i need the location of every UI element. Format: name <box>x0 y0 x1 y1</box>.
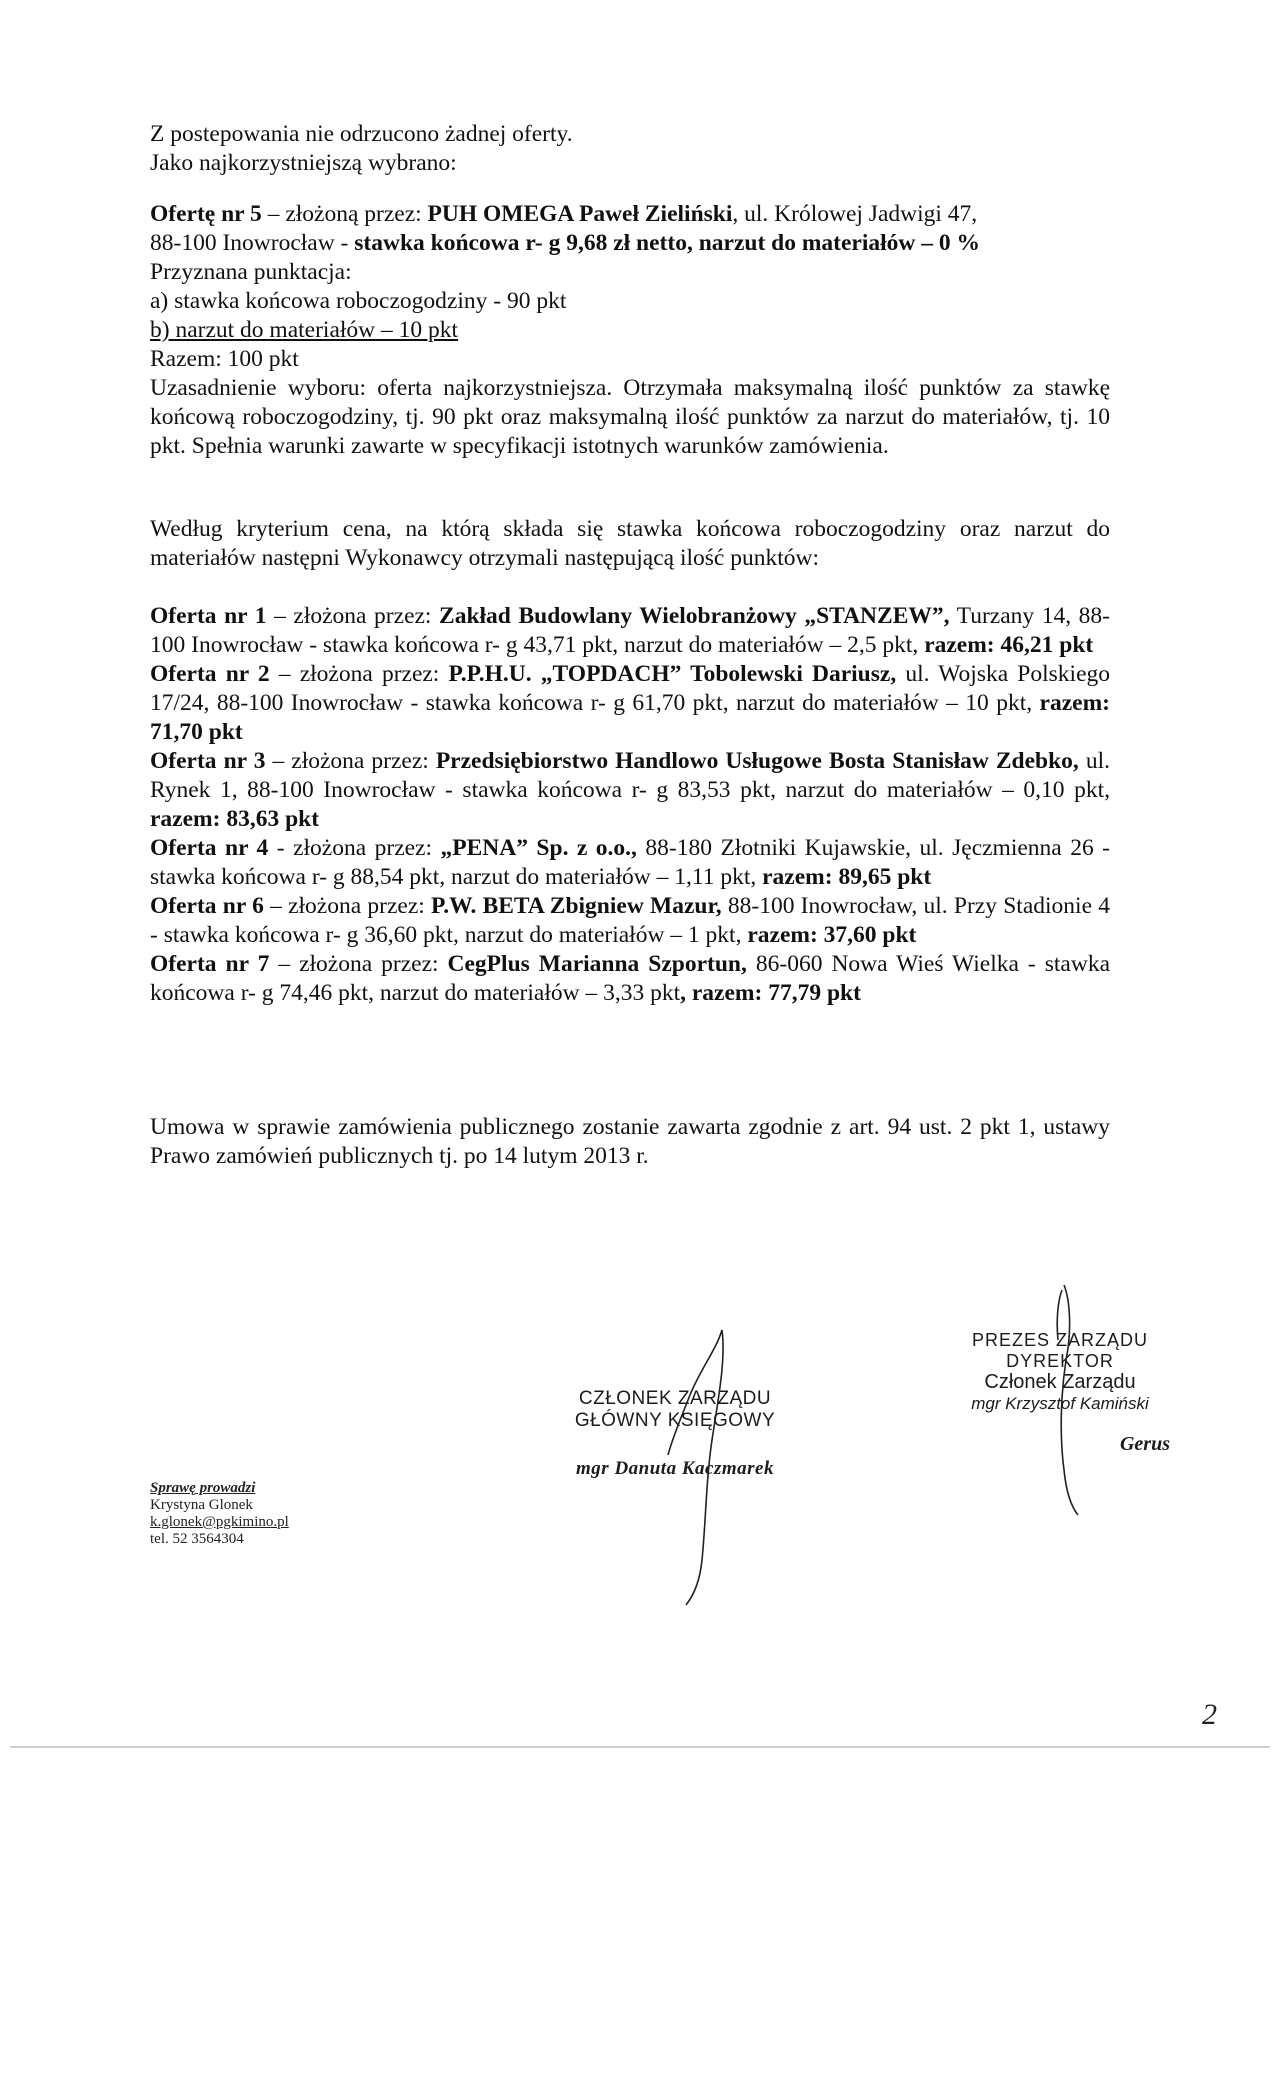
offer-by: – złożona przez: <box>265 748 436 774</box>
offer-details: 88-180 Złotniki Kujawskie, ul. Jęczmienna 26 - stawka końcowa r- g 88,54 pkt, narzut do materiałów – 1,11 pkt, <box>150 835 1110 890</box>
points-title: Przyznana punktacja: <box>150 259 352 285</box>
offer-item <box>150 892 1110 950</box>
justification-text: Uzasadnienie wyboru: oferta najkorzystniejsza. Otrzymała maksymalną ilość punktów za stawkę końcową roboczogodziny, tj. 90 pkt oraz maksymalną ilość punktów za narzut do materiałów, tj. 10 pkt. Spełnia warunki zawarte w specyfikacji istotnych warunków zamówienia. <box>150 375 1110 459</box>
offer-item <box>150 950 1110 1008</box>
offer-label: Oferta nr 3 <box>150 748 266 774</box>
offer-item <box>150 660 1110 747</box>
winner-rate: stawka końcowa r- g 9,68 zł netto, narzut do materiałów – 0 % <box>354 230 980 256</box>
offer-total: razem: 71,70 pkt <box>150 690 1110 745</box>
criteria-text: Według kryterium cena, na którą składa się stawka końcowa roboczogodziny oraz narzut do materiałów następni Wykonawcy otrzymali następującą ilość punktów: <box>150 516 1110 571</box>
points-total: Razem: 100 pkt <box>150 346 299 372</box>
offer-item <box>150 747 1110 834</box>
offer-total: razem: 89,65 pkt <box>762 864 932 890</box>
stamp-left-line-1: CZŁONEK ZARZĄDU <box>578 1388 772 1409</box>
offer-company: P.W. BETA Zbigniew Mazur, <box>431 893 722 919</box>
offer-item <box>150 602 1110 660</box>
offer-company: P.P.H.U. „TOPDACH” Tobolewski Dariusz, <box>448 661 897 687</box>
offer-by: - złożona przez: <box>268 835 441 861</box>
contract-section <box>150 1113 1110 1171</box>
offer-company: Przedsiębiorstwo Handlowo Usługowe Bosta Stanisław Zdebko, <box>435 748 1079 774</box>
offer-label: Oferta nr 4 <box>150 835 269 861</box>
winner-address-2: 88-100 Inowrocław - <box>150 230 355 256</box>
offers-list <box>150 602 1110 1008</box>
stamp-left-line-2: GŁÓWNY KSIĘGOWY <box>574 1410 776 1431</box>
criteria-section <box>150 515 1110 573</box>
contact-email: k.glonek@pgkimino.pl <box>150 1514 289 1530</box>
winning-offer-section <box>150 200 1110 461</box>
winner-offer-line-2 <box>150 229 1110 258</box>
offer-company: „PENA” Sp. z o.o., <box>440 835 637 861</box>
point-a: a) stawka końcowa roboczogodziny - 90 pkt <box>150 288 567 314</box>
stamp-right-line-4: mgr Krzysztof Kamiński <box>971 1394 1149 1413</box>
winner-offer-line-1 <box>150 200 1110 229</box>
stamp-left-name: mgr Danuta Kaczmarek <box>576 1458 774 1479</box>
stamp-right-line-3: Członek Zarządu <box>984 1371 1136 1393</box>
stamp-right-line-1: PREZES ZARZĄDU <box>971 1330 1149 1350</box>
intro-section <box>150 120 1110 178</box>
offer-by: – złożona przez: <box>269 661 449 687</box>
offer-details: Turzany 14, 88-100 Inowrocław - stawka końcowa r- g 43,71 pkt, narzut do materiałów – 2,5 pkt, <box>150 603 1110 658</box>
contact-name: Krystyna Glonek <box>150 1497 253 1513</box>
offer-details: ul. Wojska Polskiego 17/24, 88-100 Inowrocław - stawka końcowa r- g 61,70 pkt, narzut do materiałów – 10 pkt, <box>150 661 1111 716</box>
winner-company: PUH OMEGA Paweł Zieliński <box>427 201 733 227</box>
page-number: 2 <box>1202 1698 1217 1731</box>
winner-address-1: , ul. Królowej Jadwigi 47, <box>732 201 978 227</box>
offer-by: – złożona przez: <box>269 951 448 977</box>
offer-total: razem: 83,63 pkt <box>150 806 320 832</box>
contract-text: Umowa w sprawie zamówienia publicznego zostanie zawarta zgodnie z art. 94 ust. 2 pkt 1, ustawy Prawo zamówień publicznych tj. po 14 lutym 2013 r. <box>150 1114 1110 1169</box>
intro-line-1: Z postepowania nie odrzucono żadnej oferty. <box>150 121 573 147</box>
offer-company: Zakład Budowlany Wielobranżowy „STANZEW”, <box>439 603 950 629</box>
offer-label: Oferta nr 2 <box>150 661 270 687</box>
offer-item <box>150 834 1110 892</box>
offer-details: ul. Rynek 1, 88-100 Inowrocław - stawka końcowa r- g 83,53 pkt, narzut do materiałów – 0,10 pkt, <box>150 748 1111 803</box>
offer-label: Oferta nr 6 <box>150 893 264 919</box>
stamp-right-line-2: DYREKTOR <box>1006 1351 1114 1371</box>
chief-accountant-stamp <box>560 1388 790 1480</box>
winner-offer-label: Ofertę nr 5 <box>150 201 262 227</box>
offer-total: razem: 46,21 pkt <box>924 632 1094 658</box>
winner-by-text: – złożoną przez: <box>261 201 428 227</box>
contact-phone: tel. 52 3564304 <box>150 1531 244 1547</box>
offer-label: Oferta nr 1 <box>150 603 267 629</box>
offer-label: Oferta nr 7 <box>150 951 270 977</box>
offer-by: – złożona przez: <box>263 893 432 919</box>
contact-label: Sprawę prowadzi <box>150 1480 256 1496</box>
contact-info <box>150 1480 289 1548</box>
offer-details: 86-060 Nowa Wieś Wielka - stawka końcowa r- g 74,46 pkt, narzut do materiałów – 3,33 pkt <box>150 951 1111 1006</box>
offer-total: , razem: 77,79 pkt <box>680 980 861 1006</box>
point-b: b) narzut do materiałów – 10 pkt <box>150 317 459 343</box>
page-bottom-rule <box>10 1746 1270 1748</box>
offer-total: razem: 37,60 pkt <box>747 922 917 948</box>
stamp-right-signature-text: Gerus <box>1119 1433 1170 1455</box>
intro-line-2: Jako najkorzystniejszą wybrano: <box>150 150 457 176</box>
offer-by: – złożona przez: <box>266 603 440 629</box>
offer-details: 88-100 Inowrocław, ul. Przy Stadionie 4 - stawka końcowa r- g 36,60 pkt, narzut do materiałów – 1 pkt, <box>150 893 1110 948</box>
offer-company: CegPlus Marianna Szportun, <box>447 951 747 977</box>
president-stamp <box>940 1330 1180 1455</box>
